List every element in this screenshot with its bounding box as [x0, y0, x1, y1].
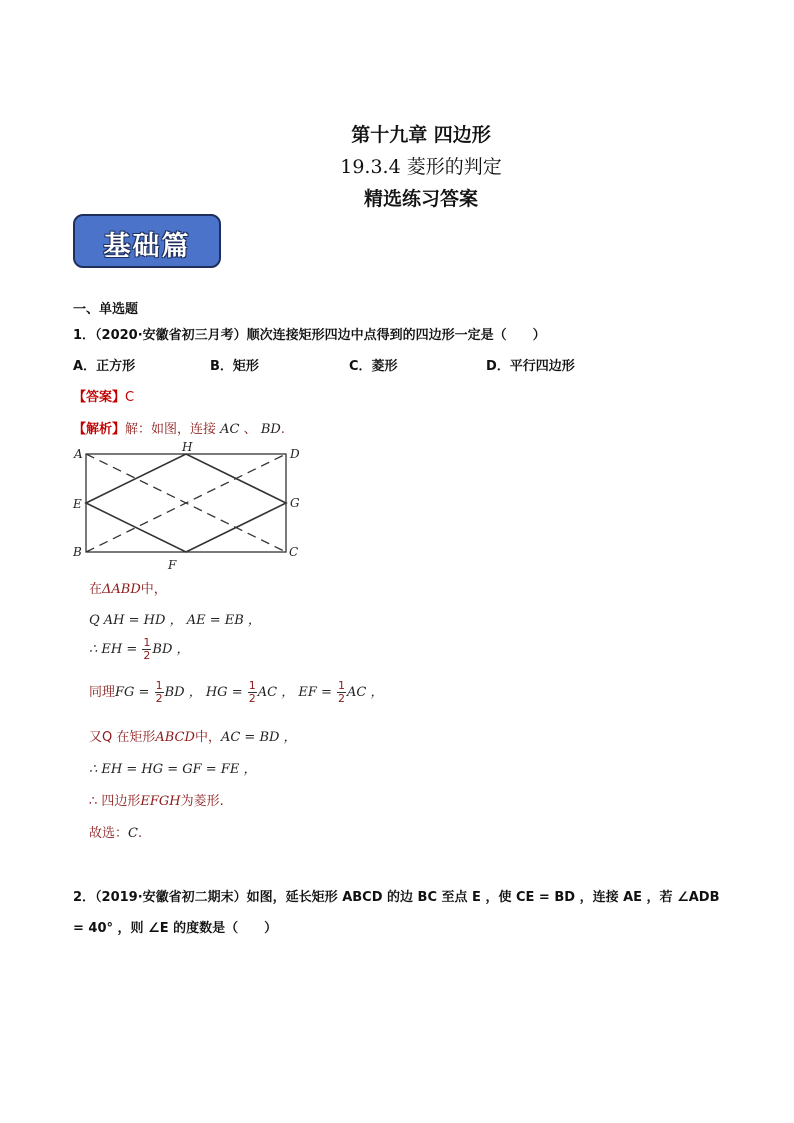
question-source: （2020·安徽省初三月考）	[95, 328, 247, 343]
step-7: ∴ 四边形EFGH为菱形.	[89, 794, 224, 809]
label-b: B	[73, 545, 82, 559]
analysis-line: 【解析】解：如图，连接 AC 、 BD.	[73, 422, 285, 437]
label-d: D	[290, 447, 300, 461]
label-c: C	[289, 545, 299, 559]
step-8: 故选：C.	[89, 826, 143, 841]
chapter-title: 第十九章 四边形	[351, 124, 491, 146]
question-number: 1．	[73, 328, 96, 343]
level-badge	[73, 214, 221, 268]
analysis-tag: 【解析】	[73, 422, 126, 437]
label-f: F	[168, 558, 177, 572]
step-2: Q AH = HD ， AE = EB ，	[89, 613, 261, 628]
option-b: B．矩形	[210, 359, 259, 374]
option-d: D．平行四边形	[486, 359, 575, 374]
option-a: A．正方形	[73, 359, 136, 374]
subtitle: 精选练习答案	[363, 188, 478, 210]
section-title: 19.3.4 菱形的判定	[340, 156, 502, 178]
step-3: ∴ EH = $\frac{1}{2}$ BD ，	[89, 636, 190, 662]
level-badge-label: 基础篇	[103, 231, 191, 262]
question-2-line-2: = 40° ，则 ∠E 的度数是（ ）	[73, 921, 278, 936]
answer-tag: 【答案】	[73, 390, 126, 405]
option-c: C．菱形	[349, 359, 398, 374]
section-heading: 一、单选题	[73, 302, 139, 317]
question-1-options	[73, 355, 713, 373]
step-5: 又Q 在矩形ABCD中，AC = BD ，	[89, 730, 297, 745]
step-4: 同理FG = $\frac{1}{2}$ BD ， HG = $\frac{1}{2}$ AC ， EF = $\frac{1}{2}$ AC ，	[89, 679, 384, 705]
step-1: 在ΔABD中，	[89, 582, 167, 597]
half-fraction: $\frac{1}{2}$	[143, 636, 151, 662]
question-text: 顺次连接矩形四边中点得到的四边形一定是（ ）	[246, 328, 546, 343]
label-h: H	[182, 440, 193, 454]
answer-value: C	[125, 390, 135, 405]
label-a: A	[74, 447, 83, 461]
question-1-stem	[73, 324, 546, 343]
rectangle-rhombus-figure	[68, 440, 308, 575]
step-6: ∴ EH = HG = GF = FE ，	[89, 762, 257, 777]
label-e: E	[73, 497, 82, 511]
answer-line	[73, 386, 134, 405]
label-g: G	[290, 496, 300, 510]
question-2-line-1: 2．（2019·安徽省初二期末）如图，延长矩形 ABCD 的边 BC 至点 E ，使 CE = BD ，连接 AE ，若 ∠ADB	[73, 890, 720, 905]
